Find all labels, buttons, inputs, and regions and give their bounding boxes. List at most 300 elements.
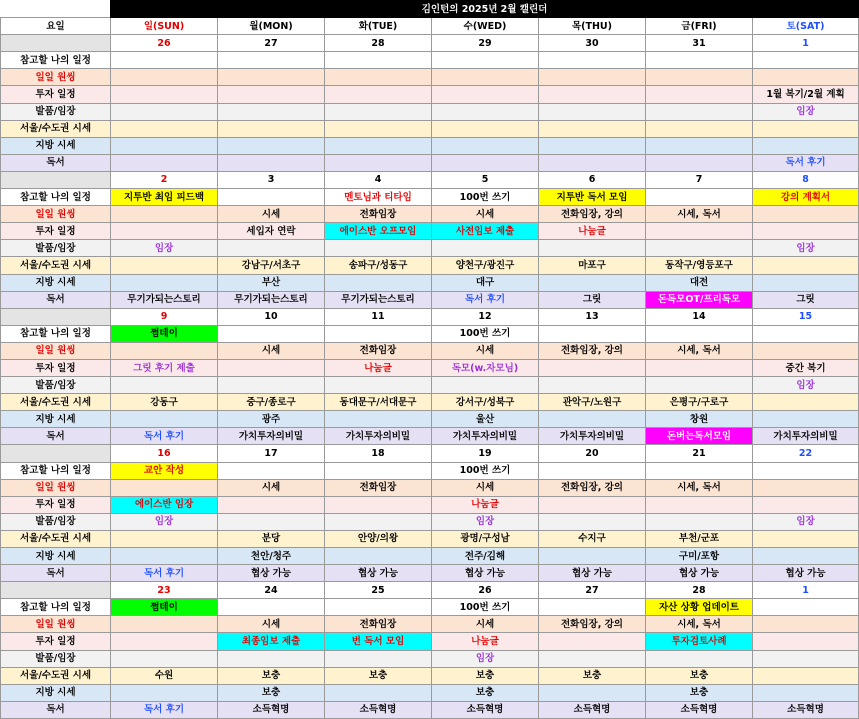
seoul-cell-mon[interactable] [218, 120, 325, 137]
invest-cell-fri[interactable] [646, 359, 753, 376]
read-cell-fri[interactable] [646, 154, 753, 171]
region-cell-sat[interactable] [753, 684, 859, 701]
ref-row-label: 참고할 나의 일정 [1, 52, 111, 69]
seoul-cell-tue[interactable] [325, 120, 432, 137]
read-cell-fri[interactable]: 돈버는독서모임 [646, 428, 753, 445]
date-cell-wed[interactable]: 19 [432, 445, 539, 462]
invest-row-label: 투자 일정 [1, 86, 111, 103]
date-cell-sun[interactable]: 16 [111, 445, 218, 462]
invest-cell-mon[interactable]: 최종임보 제출 [218, 633, 325, 650]
seoul-row-label: 서울/수도권 시세 [1, 667, 111, 684]
region-cell-fri[interactable]: 보충 [646, 684, 753, 701]
invest-cell-sun[interactable] [111, 633, 218, 650]
invest-cell-sun[interactable] [111, 223, 218, 240]
announce-cell-sun[interactable] [111, 650, 218, 667]
ref-cell-mon[interactable] [218, 325, 325, 342]
seoul-cell-thu[interactable]: 보충 [539, 667, 646, 684]
ref-cell-sat[interactable]: 강의 계획서 [753, 189, 859, 206]
date-cell-wed[interactable]: 5 [432, 171, 539, 188]
announce-cell-wed[interactable]: 임장 [432, 650, 539, 667]
seoul-cell-sun[interactable]: 강동구 [111, 394, 218, 411]
daily-cell-sun[interactable] [111, 206, 218, 223]
ref-cell-sun[interactable]: 쩜데이 [111, 599, 218, 616]
date-cell-sun[interactable]: 26 [111, 35, 218, 52]
invest-cell-wed[interactable]: 사전임보 제출 [432, 223, 539, 240]
ref-cell-fri[interactable] [646, 325, 753, 342]
seoul-cell-sun[interactable]: 수원 [111, 667, 218, 684]
invest-cell-sat[interactable]: 1월 복기/2월 계획 [753, 86, 859, 103]
daily-cell-thu[interactable]: 전화임장, 강의 [539, 206, 646, 223]
read-cell-mon[interactable]: 가치투자의비밀 [218, 428, 325, 445]
invest-cell-wed[interactable]: 나눔글 [432, 496, 539, 513]
announce-cell-sat[interactable] [753, 650, 859, 667]
invest-cell-tue[interactable] [325, 496, 432, 513]
date-cell-sat[interactable]: 8 [753, 171, 859, 188]
region-cell-thu[interactable] [539, 548, 646, 565]
weekday-thu[interactable]: 목(THU) [539, 18, 646, 35]
ref-cell-wed[interactable]: 100번 쓰기 [432, 462, 539, 479]
region-cell-sat[interactable] [753, 137, 859, 154]
read-cell-wed[interactable]: 소득혁명 [432, 701, 539, 718]
weekday-wed[interactable]: 수(WED) [432, 18, 539, 35]
daily-cell-fri[interactable]: 시세, 독서 [646, 342, 753, 359]
date-cell-fri[interactable]: 31 [646, 35, 753, 52]
date-cell-thu[interactable]: 13 [539, 308, 646, 325]
read-cell-wed[interactable]: 가치투자의비밀 [432, 428, 539, 445]
announce-cell-sat[interactable]: 임장 [753, 240, 859, 257]
invest-cell-thu[interactable] [539, 359, 646, 376]
invest-cell-sat[interactable] [753, 496, 859, 513]
read-cell-mon[interactable]: 협상 가능 [218, 565, 325, 582]
daily-cell-tue[interactable]: 전화임장 [325, 616, 432, 633]
ref-cell-sat[interactable] [753, 52, 859, 69]
region-cell-tue[interactable] [325, 411, 432, 428]
invest-cell-fri[interactable] [646, 223, 753, 240]
region-cell-tue[interactable] [325, 684, 432, 701]
seoul-cell-tue[interactable]: 보충 [325, 667, 432, 684]
daily-cell-mon[interactable]: 시세 [218, 206, 325, 223]
seoul-cell-mon[interactable]: 중구/종로구 [218, 394, 325, 411]
announce-cell-sun[interactable] [111, 377, 218, 394]
seoul-cell-thu[interactable]: 마포구 [539, 257, 646, 274]
read-cell-sun[interactable] [111, 154, 218, 171]
daily-cell-mon[interactable]: 시세 [218, 342, 325, 359]
invest-cell-fri[interactable] [646, 496, 753, 513]
invest-cell-thu[interactable] [539, 496, 646, 513]
seoul-cell-tue[interactable]: 송파구/성동구 [325, 257, 432, 274]
read-cell-mon[interactable]: 소득혁명 [218, 701, 325, 718]
read-cell-thu[interactable]: 그릿 [539, 291, 646, 308]
seoul-cell-wed[interactable]: 양천구/광진구 [432, 257, 539, 274]
daily-cell-thu[interactable]: 전화임장, 강의 [539, 616, 646, 633]
seoul-cell-wed[interactable]: 강서구/성북구 [432, 394, 539, 411]
announce-cell-thu[interactable] [539, 240, 646, 257]
seoul-cell-sat[interactable] [753, 394, 859, 411]
region-cell-sun[interactable] [111, 137, 218, 154]
ref-cell-tue[interactable] [325, 52, 432, 69]
date-cell-tue[interactable]: 25 [325, 582, 432, 599]
ref-cell-sun[interactable] [111, 52, 218, 69]
announce-cell-tue[interactable] [325, 650, 432, 667]
seoul-row-label: 서울/수도권 시세 [1, 530, 111, 547]
read-cell-sun[interactable]: 독서 후기 [111, 701, 218, 718]
read-cell-fri[interactable]: 돈독모OT/프리독모 [646, 291, 753, 308]
daily-cell-thu[interactable]: 전화임장, 강의 [539, 342, 646, 359]
region-cell-mon[interactable]: 천안/청주 [218, 548, 325, 565]
seoul-cell-sun[interactable] [111, 120, 218, 137]
region-cell-thu[interactable] [539, 137, 646, 154]
daily-cell-mon[interactable]: 시세 [218, 479, 325, 496]
region-cell-mon[interactable]: 광주 [218, 411, 325, 428]
ref-cell-tue[interactable]: 멘토님과 티타임 [325, 189, 432, 206]
daily-cell-fri[interactable] [646, 69, 753, 86]
date-cell-sat[interactable]: 22 [753, 445, 859, 462]
read-cell-thu[interactable]: 협상 가능 [539, 565, 646, 582]
invest-cell-wed[interactable]: 독모(w.자모님) [432, 359, 539, 376]
daily-cell-thu[interactable] [539, 69, 646, 86]
ref-cell-mon[interactable] [218, 189, 325, 206]
read-row [1, 154, 859, 171]
date-cell-fri[interactable]: 21 [646, 445, 753, 462]
read-cell-tue[interactable]: 가치투자의비밀 [325, 428, 432, 445]
seoul-cell-thu[interactable]: 관악구/노원구 [539, 394, 646, 411]
daily-cell-sun[interactable] [111, 616, 218, 633]
read-cell-tue[interactable]: 무기가되는스토리 [325, 291, 432, 308]
date-cell-sun[interactable]: 2 [111, 171, 218, 188]
ref-cell-thu[interactable] [539, 325, 646, 342]
announce-cell-fri[interactable] [646, 240, 753, 257]
announce-cell-tue[interactable] [325, 513, 432, 530]
ref-cell-mon[interactable] [218, 52, 325, 69]
seoul-cell-tue[interactable]: 동대문구/서대문구 [325, 394, 432, 411]
daily-cell-tue[interactable]: 전화임장 [325, 342, 432, 359]
date-cell-fri[interactable]: 28 [646, 582, 753, 599]
date-cell-fri[interactable]: 14 [646, 308, 753, 325]
ref-cell-thu[interactable] [539, 599, 646, 616]
ref-cell-sun[interactable]: 지투반 최임 피드백 [111, 189, 218, 206]
weekday-sun[interactable]: 일(SUN) [111, 18, 218, 35]
read-cell-sat[interactable]: 그릿 [753, 291, 859, 308]
announce-cell-fri[interactable] [646, 377, 753, 394]
date-cell-fri[interactable]: 7 [646, 171, 753, 188]
announce-cell-mon[interactable] [218, 103, 325, 120]
invest-cell-fri[interactable]: 투자검토사례 [646, 633, 753, 650]
invest-cell-thu[interactable]: 나눔글 [539, 223, 646, 240]
date-cell-tue[interactable]: 4 [325, 171, 432, 188]
invest-cell-thu[interactable] [539, 86, 646, 103]
region-cell-wed[interactable]: 보충 [432, 684, 539, 701]
date-cell-mon[interactable]: 17 [218, 445, 325, 462]
weekday-header-label[interactable]: 요일 [1, 18, 111, 35]
region-cell-fri[interactable]: 대전 [646, 274, 753, 291]
ref-cell-thu[interactable]: 지투반 독서 모임 [539, 189, 646, 206]
read-cell-sun[interactable]: 무기가되는스토리 [111, 291, 218, 308]
seoul-row [1, 120, 859, 137]
daily-cell-thu[interactable]: 전화임장, 강의 [539, 479, 646, 496]
seoul-cell-mon[interactable]: 보충 [218, 667, 325, 684]
ref-cell-sun[interactable]: 교안 작성 [111, 462, 218, 479]
seoul-cell-wed[interactable] [432, 120, 539, 137]
announce-cell-wed[interactable]: 임장 [432, 513, 539, 530]
date-cell-sat[interactable]: 1 [753, 35, 859, 52]
announce-cell-sat[interactable]: 임장 [753, 377, 859, 394]
daily-cell-sat[interactable] [753, 342, 859, 359]
invest-cell-tue[interactable] [325, 86, 432, 103]
ref-cell-sun[interactable]: 쩜데이 [111, 325, 218, 342]
announce-cell-tue[interactable] [325, 377, 432, 394]
daily-cell-sun[interactable] [111, 342, 218, 359]
read-cell-wed[interactable] [432, 154, 539, 171]
announce-cell-mon[interactable] [218, 377, 325, 394]
daily-cell-wed[interactable]: 시세 [432, 342, 539, 359]
announce-cell-fri[interactable] [646, 650, 753, 667]
region-cell-wed[interactable]: 울산 [432, 411, 539, 428]
region-cell-sat[interactable] [753, 548, 859, 565]
ref-cell-tue[interactable] [325, 462, 432, 479]
seoul-cell-tue[interactable]: 안양/의왕 [325, 530, 432, 547]
ref-cell-tue[interactable] [325, 325, 432, 342]
invest-row [1, 496, 859, 513]
date-cell-thu[interactable]: 27 [539, 582, 646, 599]
ref-cell-fri[interactable] [646, 462, 753, 479]
announce-cell-sat[interactable]: 임장 [753, 513, 859, 530]
date-cell-wed[interactable]: 12 [432, 308, 539, 325]
seoul-cell-sat[interactable] [753, 667, 859, 684]
read-cell-mon[interactable] [218, 154, 325, 171]
read-cell-wed[interactable]: 독서 후기 [432, 291, 539, 308]
ref-cell-sat[interactable] [753, 599, 859, 616]
seoul-cell-sun[interactable] [111, 530, 218, 547]
region-cell-fri[interactable]: 창원 [646, 411, 753, 428]
region-cell-wed[interactable]: 대구 [432, 274, 539, 291]
read-cell-wed[interactable]: 협상 가능 [432, 565, 539, 582]
announce-cell-fri[interactable] [646, 513, 753, 530]
announce-cell-mon[interactable] [218, 240, 325, 257]
read-cell-sat[interactable]: 협상 가능 [753, 565, 859, 582]
ref-cell-mon[interactable] [218, 462, 325, 479]
seoul-cell-fri[interactable]: 은평구/구로구 [646, 394, 753, 411]
invest-cell-sat[interactable] [753, 223, 859, 240]
ref-cell-wed[interactable]: 100번 쓰기 [432, 599, 539, 616]
read-cell-fri[interactable]: 협상 가능 [646, 565, 753, 582]
seoul-row-label: 서울/수도권 시세 [1, 120, 111, 137]
seoul-cell-sun[interactable] [111, 257, 218, 274]
region-cell-wed[interactable]: 전주/김해 [432, 548, 539, 565]
invest-cell-sun[interactable]: 에이스반 임장 [111, 496, 218, 513]
seoul-cell-thu[interactable]: 수지구 [539, 530, 646, 547]
date-cell-wed[interactable]: 29 [432, 35, 539, 52]
invest-cell-sun[interactable]: 그릿 후기 제출 [111, 359, 218, 376]
region-cell-tue[interactable] [325, 274, 432, 291]
date-cell-sat[interactable]: 15 [753, 308, 859, 325]
date-cell-mon[interactable]: 24 [218, 582, 325, 599]
read-cell-tue[interactable] [325, 154, 432, 171]
announce-cell-sat[interactable]: 임장 [753, 103, 859, 120]
announce-cell-mon[interactable] [218, 513, 325, 530]
ref-cell-wed[interactable] [432, 52, 539, 69]
ref-row [1, 52, 859, 69]
daily-cell-fri[interactable]: 시세, 독서 [646, 206, 753, 223]
read-cell-sun[interactable]: 독서 후기 [111, 565, 218, 582]
daily-cell-sat[interactable] [753, 616, 859, 633]
read-cell-fri[interactable]: 소득혁명 [646, 701, 753, 718]
region-cell-mon[interactable]: 보충 [218, 684, 325, 701]
region-cell-tue[interactable] [325, 137, 432, 154]
region-cell-sun[interactable] [111, 548, 218, 565]
region-cell-tue[interactable] [325, 548, 432, 565]
invest-cell-sat[interactable]: 중간 복기 [753, 359, 859, 376]
invest-cell-tue[interactable]: 번 독서 모임 [325, 633, 432, 650]
daily-cell-fri[interactable]: 시세, 독서 [646, 479, 753, 496]
read-cell-thu[interactable] [539, 154, 646, 171]
announce-cell-tue[interactable] [325, 240, 432, 257]
date-cell-mon[interactable]: 10 [218, 308, 325, 325]
read-cell-mon[interactable]: 무기가되는스토리 [218, 291, 325, 308]
region-cell-wed[interactable] [432, 137, 539, 154]
daily-cell-wed[interactable] [432, 69, 539, 86]
date-cell-sun[interactable]: 9 [111, 308, 218, 325]
region-cell-thu[interactable] [539, 411, 646, 428]
weekday-tue[interactable]: 화(TUE) [325, 18, 432, 35]
date-cell-tue[interactable]: 28 [325, 35, 432, 52]
ref-cell-sat[interactable] [753, 462, 859, 479]
date-cell-wed[interactable]: 26 [432, 582, 539, 599]
announce-cell-mon[interactable] [218, 650, 325, 667]
ref-cell-fri[interactable] [646, 52, 753, 69]
date-cell-mon[interactable]: 27 [218, 35, 325, 52]
daily-cell-mon[interactable] [218, 69, 325, 86]
announce-cell-thu[interactable] [539, 103, 646, 120]
read-cell-tue[interactable]: 소득혁명 [325, 701, 432, 718]
invest-row-label: 투자 일정 [1, 633, 111, 650]
date-cell-tue[interactable]: 18 [325, 445, 432, 462]
announce-cell-wed[interactable] [432, 377, 539, 394]
invest-cell-mon[interactable] [218, 359, 325, 376]
daily-cell-sat[interactable] [753, 69, 859, 86]
seoul-cell-fri[interactable]: 보충 [646, 667, 753, 684]
date-cell-sat[interactable]: 1 [753, 582, 859, 599]
daily-cell-tue[interactable]: 전화임장 [325, 479, 432, 496]
announce-cell-sun[interactable]: 임장 [111, 513, 218, 530]
daily-cell-sat[interactable] [753, 206, 859, 223]
date-cell-thu[interactable]: 6 [539, 171, 646, 188]
announce-cell-wed[interactable] [432, 103, 539, 120]
announce-cell-wed[interactable] [432, 240, 539, 257]
region-cell-sun[interactable] [111, 684, 218, 701]
ref-cell-fri[interactable] [646, 189, 753, 206]
seoul-cell-mon[interactable]: 강남구/서초구 [218, 257, 325, 274]
seoul-cell-fri[interactable] [646, 120, 753, 137]
seoul-cell-fri[interactable]: 부천/군포 [646, 530, 753, 547]
calendar-title: 김인턴의 2025년 2월 캘린더 [111, 1, 859, 18]
ref-cell-mon[interactable] [218, 599, 325, 616]
announce-cell-thu[interactable] [539, 513, 646, 530]
daily-cell-sun[interactable] [111, 479, 218, 496]
ref-cell-thu[interactable] [539, 52, 646, 69]
seoul-cell-sat[interactable] [753, 120, 859, 137]
announce-cell-thu[interactable] [539, 650, 646, 667]
ref-row [1, 189, 859, 206]
daily-cell-sun[interactable] [111, 69, 218, 86]
region-cell-thu[interactable] [539, 684, 646, 701]
daily-cell-tue[interactable] [325, 69, 432, 86]
invest-cell-mon[interactable] [218, 496, 325, 513]
announce-cell-fri[interactable] [646, 103, 753, 120]
region-cell-sun[interactable] [111, 274, 218, 291]
ref-cell-wed[interactable]: 100번 쓰기 [432, 325, 539, 342]
invest-cell-wed[interactable]: 나눔글 [432, 633, 539, 650]
seoul-cell-mon[interactable]: 분당 [218, 530, 325, 547]
daily-cell-tue[interactable]: 전화임장 [325, 206, 432, 223]
region-cell-fri[interactable] [646, 137, 753, 154]
invest-cell-sat[interactable] [753, 633, 859, 650]
ref-cell-sat[interactable] [753, 325, 859, 342]
announce-cell-sun[interactable] [111, 103, 218, 120]
date-cell-thu[interactable]: 20 [539, 445, 646, 462]
ref-cell-thu[interactable] [539, 462, 646, 479]
read-cell-thu[interactable]: 가치투자의비밀 [539, 428, 646, 445]
ref-cell-tue[interactable] [325, 599, 432, 616]
read-cell-tue[interactable]: 협상 가능 [325, 565, 432, 582]
daily-cell-wed[interactable]: 시세 [432, 206, 539, 223]
read-cell-thu[interactable]: 소득혁명 [539, 701, 646, 718]
invest-cell-thu[interactable] [539, 633, 646, 650]
date-cell-mon[interactable]: 3 [218, 171, 325, 188]
ref-cell-fri[interactable]: 자산 상황 업데이트 [646, 599, 753, 616]
invest-cell-mon[interactable]: 세입자 연락 [218, 223, 325, 240]
ref-cell-wed[interactable]: 100번 쓰기 [432, 189, 539, 206]
invest-cell-sun[interactable] [111, 86, 218, 103]
read-cell-sat[interactable]: 독서 후기 [753, 154, 859, 171]
region-cell-fri[interactable]: 구미/포항 [646, 548, 753, 565]
weekday-sat[interactable]: 토(SAT) [753, 18, 859, 35]
announce-cell-thu[interactable] [539, 377, 646, 394]
region-cell-sat[interactable] [753, 274, 859, 291]
invest-cell-wed[interactable] [432, 86, 539, 103]
date-cell-thu[interactable]: 30 [539, 35, 646, 52]
seoul-cell-sat[interactable] [753, 530, 859, 547]
daily-cell-wed[interactable]: 시세 [432, 616, 539, 633]
announce-cell-sun[interactable]: 임장 [111, 240, 218, 257]
region-cell-sat[interactable] [753, 411, 859, 428]
weekday-mon[interactable]: 월(MON) [218, 18, 325, 35]
date-cell-tue[interactable]: 11 [325, 308, 432, 325]
read-cell-sat[interactable]: 소득혁명 [753, 701, 859, 718]
daily-cell-mon[interactable]: 시세 [218, 616, 325, 633]
seoul-cell-sat[interactable] [753, 257, 859, 274]
seoul-cell-fri[interactable]: 동작구/영등포구 [646, 257, 753, 274]
seoul-cell-wed[interactable]: 광명/구성남 [432, 530, 539, 547]
daily-cell-sat[interactable] [753, 479, 859, 496]
region-cell-thu[interactable] [539, 274, 646, 291]
daily-cell-fri[interactable]: 시세, 독서 [646, 616, 753, 633]
region-cell-mon[interactable] [218, 137, 325, 154]
read-cell-sat[interactable]: 가치투자의비밀 [753, 428, 859, 445]
region-cell-sun[interactable] [111, 411, 218, 428]
invest-cell-fri[interactable] [646, 86, 753, 103]
seoul-cell-wed[interactable]: 보충 [432, 667, 539, 684]
seoul-cell-thu[interactable] [539, 120, 646, 137]
region-cell-mon[interactable]: 부산 [218, 274, 325, 291]
read-cell-sun[interactable]: 독서 후기 [111, 428, 218, 445]
invest-cell-tue[interactable]: 나눔글 [325, 359, 432, 376]
invest-cell-mon[interactable] [218, 86, 325, 103]
daily-cell-wed[interactable]: 시세 [432, 479, 539, 496]
announce-cell-tue[interactable] [325, 103, 432, 120]
invest-cell-tue[interactable]: 에이스반 오프모임 [325, 223, 432, 240]
weekday-fri[interactable]: 금(FRI) [646, 18, 753, 35]
date-cell-sun[interactable]: 23 [111, 582, 218, 599]
